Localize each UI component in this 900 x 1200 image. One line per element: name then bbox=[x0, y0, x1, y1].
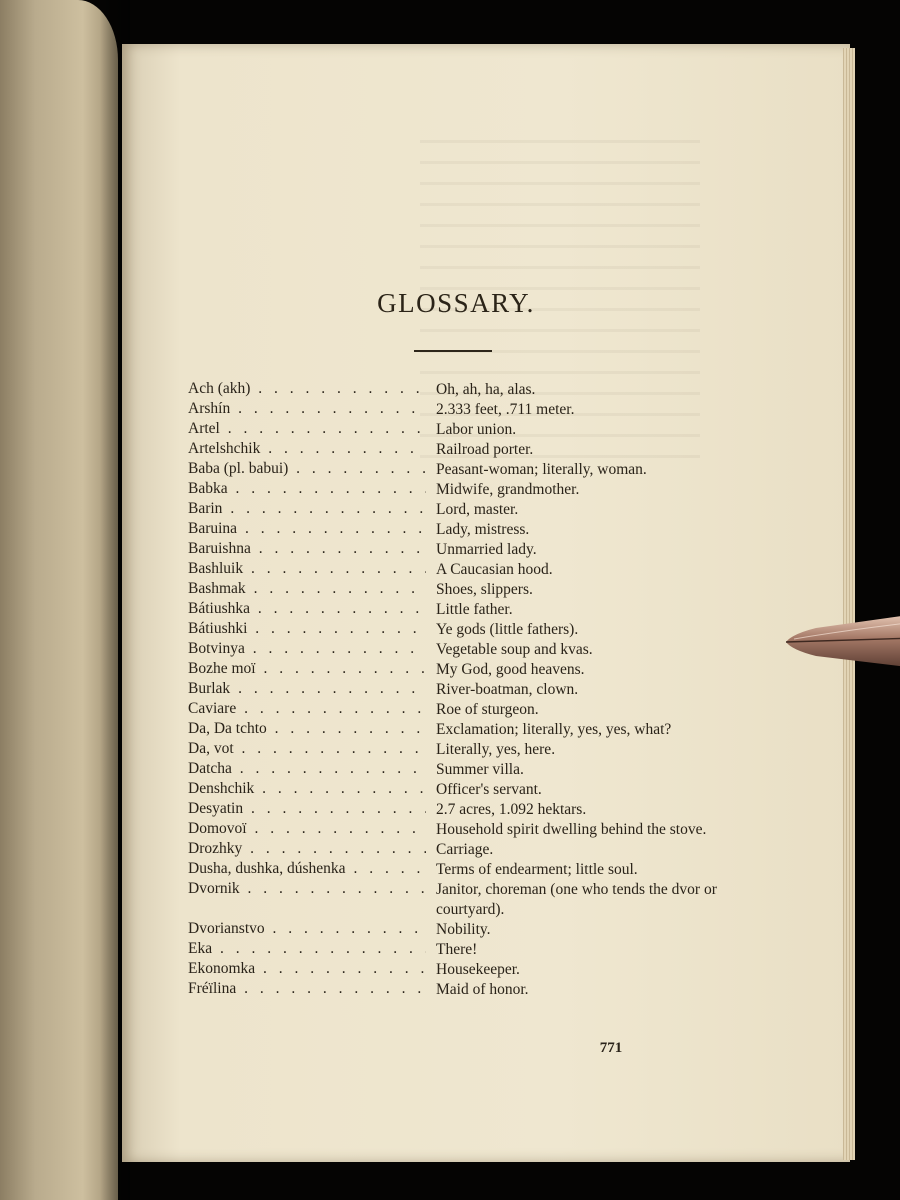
glossary-entry bbox=[188, 540, 748, 560]
glossary-term: Domovoï . . . bbox=[188, 820, 426, 840]
glossary-entry bbox=[188, 400, 748, 420]
glossary-definition: Roe of sturgeon. bbox=[436, 701, 539, 718]
glossary-entry bbox=[188, 960, 748, 980]
glossary-definition: Labor union. bbox=[436, 421, 517, 438]
glossary-entry bbox=[188, 560, 748, 580]
glossary-definition: Unmarried lady. bbox=[436, 541, 537, 558]
glossary-term: Burlak . . . bbox=[188, 680, 426, 700]
glossary-definition: 2.333 feet, .711 meter. bbox=[436, 401, 575, 418]
glossary-definition: My God, good heavens. bbox=[436, 661, 585, 678]
glossary-entry bbox=[188, 920, 748, 940]
glossary-entry bbox=[188, 460, 748, 480]
glossary-term: Drozhky . . . bbox=[188, 840, 426, 860]
page-edges bbox=[843, 48, 855, 1160]
glossary-definition: Vegetable soup and kvas. bbox=[436, 641, 593, 658]
glossary-term: Dusha, dushka, dúshenka . . . bbox=[188, 860, 426, 880]
glossary-entry bbox=[188, 980, 748, 1000]
glossary-term: Baba (pl. babui) . . . bbox=[188, 460, 426, 480]
glossary-term: Ach (akh) . . . bbox=[188, 380, 426, 400]
glossary-term: Bashluik . . . bbox=[188, 560, 426, 580]
glossary-entry bbox=[188, 740, 748, 760]
glossary-definition: Midwife, grandmother. bbox=[436, 481, 580, 498]
glossary-entry bbox=[188, 940, 748, 960]
glossary-definition: Peasant-woman; literally, woman. bbox=[436, 461, 647, 478]
glossary-term: Arshín . . . bbox=[188, 400, 426, 420]
glossary-entry bbox=[188, 420, 748, 440]
glossary-entry bbox=[188, 440, 748, 460]
glossary-term: Da, vot . . . bbox=[188, 740, 426, 760]
glossary-entry bbox=[188, 860, 748, 880]
glossary-term: Ekonomka . . . bbox=[188, 960, 426, 980]
glossary-entry bbox=[188, 780, 748, 800]
glossary-entry bbox=[188, 380, 748, 400]
glossary-entry bbox=[188, 680, 748, 700]
glossary-definition: Housekeeper. bbox=[436, 961, 520, 978]
glossary-definition: Terms of endearment; little soul. bbox=[436, 861, 638, 878]
glossary-entry bbox=[188, 840, 748, 860]
glossary-term: Bátiushka . . . bbox=[188, 600, 426, 620]
glossary-term: Desyatin . . . bbox=[188, 800, 426, 820]
glossary-term: Da, Da tchto . . . bbox=[188, 720, 426, 740]
glossary-term: Baruishna . . . bbox=[188, 540, 426, 560]
glossary-entry bbox=[188, 660, 748, 680]
glossary-term: Barin . . . bbox=[188, 500, 426, 520]
glossary-definition: A Caucasian hood. bbox=[436, 561, 553, 578]
glossary-definition: Lady, mistress. bbox=[436, 521, 530, 538]
glossary-entry bbox=[188, 500, 748, 520]
glossary-entry bbox=[188, 600, 748, 620]
glossary-term: Dvornik . . . bbox=[188, 880, 426, 900]
glossary-definition: Little father. bbox=[436, 601, 513, 618]
glossary-entry bbox=[188, 640, 748, 660]
glossary-definition: Janitor, choreman (one who tends the dvor or courtyard). bbox=[436, 881, 717, 918]
glossary-term: Dvorianstvo . . . bbox=[188, 920, 426, 940]
glossary-definition: Shoes, slippers. bbox=[436, 581, 533, 598]
glossary-definition: 2.7 acres, 1.092 hektars. bbox=[436, 801, 587, 818]
glossary-entry bbox=[188, 760, 748, 780]
glossary-definition: Exclamation; literally, yes, yes, what? bbox=[436, 721, 672, 738]
glossary-entry bbox=[188, 580, 748, 600]
glossary-term: Bátiushki . . . bbox=[188, 620, 426, 640]
glossary-term: Bashmak . . . bbox=[188, 580, 426, 600]
glossary-term: Fréïlina . . . bbox=[188, 980, 426, 1000]
glossary-definition: Railroad porter. bbox=[436, 441, 534, 458]
glossary-term: Denshchik . . . bbox=[188, 780, 426, 800]
title-rule bbox=[414, 350, 492, 352]
glossary-definition: Officer's servant. bbox=[436, 781, 542, 798]
glossary-term: Datcha . . . bbox=[188, 760, 426, 780]
glossary-entry bbox=[188, 820, 748, 840]
page-number: 771 bbox=[599, 1040, 623, 1056]
glossary-term: Botvinya . . . bbox=[188, 640, 426, 660]
glossary-entry bbox=[188, 480, 748, 500]
glossary-term: Baruina . . . bbox=[188, 520, 426, 540]
glossary-entry bbox=[188, 620, 748, 640]
glossary-term: Artel . . . bbox=[188, 420, 426, 440]
glossary-definition: Ye gods (little fathers). bbox=[436, 621, 579, 638]
glossary-definition: Oh, ah, ha, alas. bbox=[436, 381, 536, 398]
glossary-term: Eka . . . bbox=[188, 940, 426, 960]
glossary-definition: Nobility. bbox=[436, 921, 491, 938]
glossary-term: Bozhe moï . . . bbox=[188, 660, 426, 680]
glossary-term: Babka . . . bbox=[188, 480, 426, 500]
glossary-definition: River-boatman, clown. bbox=[436, 681, 579, 698]
glossary-entry bbox=[188, 700, 748, 720]
glossary-entry bbox=[188, 880, 748, 920]
glossary-entry bbox=[188, 520, 748, 540]
glossary-definition: Carriage. bbox=[436, 841, 494, 858]
glossary-definition: Literally, yes, here. bbox=[436, 741, 556, 758]
glossary-definition: Lord, master. bbox=[436, 501, 519, 518]
glossary-term: Caviare . . . bbox=[188, 700, 426, 720]
page-marker-blade bbox=[786, 612, 900, 670]
glossary-definition: There! bbox=[436, 941, 478, 958]
glossary-definition: Household spirit dwelling behind the stove. bbox=[436, 821, 707, 838]
glossary-list bbox=[188, 380, 748, 1000]
glossary-term: Artelshchik . . . bbox=[188, 440, 426, 460]
glossary-entry bbox=[188, 720, 748, 740]
glossary-definition: Maid of honor. bbox=[436, 981, 529, 998]
glossary-entry bbox=[188, 800, 748, 820]
glossary-definition: Summer villa. bbox=[436, 761, 524, 778]
page-title: GLOSSARY. bbox=[377, 288, 535, 318]
